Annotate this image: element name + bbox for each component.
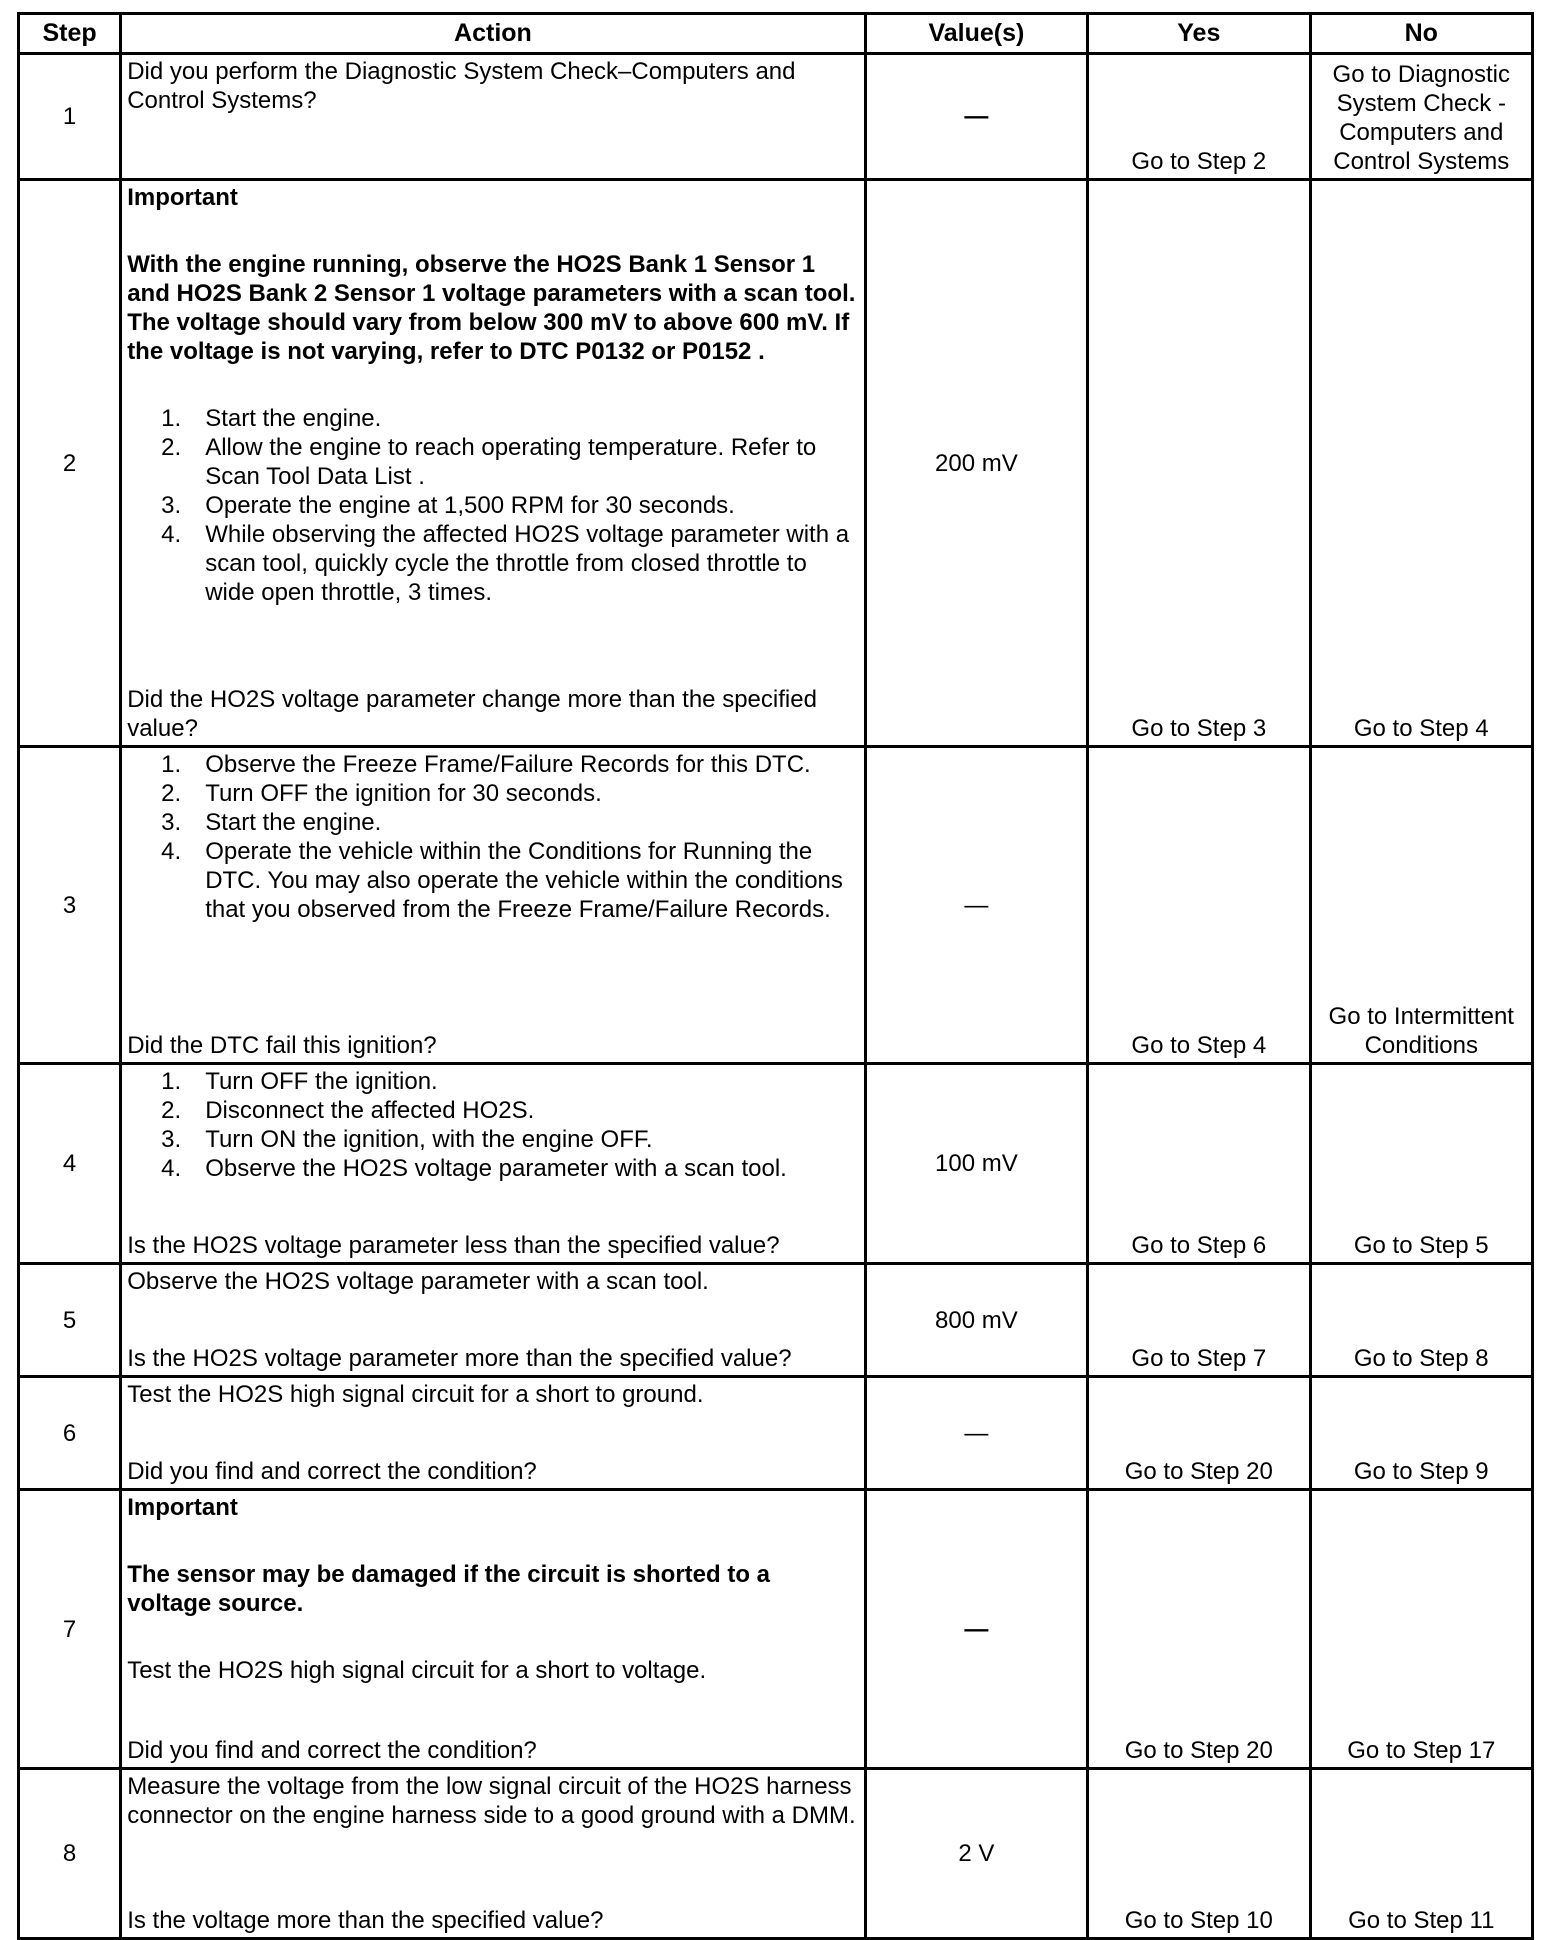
step-number: 4: [19, 1064, 121, 1264]
action-cell: [121, 747, 865, 1064]
value-cell: 800 mV: [865, 1264, 1087, 1377]
list-item: 2. Allow the engine to reach operating temperature. Refer to Scan Tool Data List .: [161, 434, 817, 490]
table-row: [19, 1264, 1533, 1377]
important-text: With the engine running, observe the HO2S Bank 1 Sensor 1 and HO2S Bank 2 Sensor 1 voltage parameters with a scan tool. The voltage should vary from below 300 mV to above 600 mV. If the voltage is not varying, refer to DTC P0132 or P0152 .: [127, 251, 856, 365]
yes-cell: Go to Step 2: [1088, 54, 1310, 180]
diagnostic-table: [17, 12, 1534, 1940]
no-cell: Go to Intermittent Conditions: [1310, 747, 1532, 1064]
table-row: [19, 1769, 1533, 1939]
no-cell: Go to Step 11: [1310, 1769, 1532, 1939]
question-text: Did the DTC fail this ignition?: [127, 1032, 437, 1059]
table-row: [19, 1064, 1533, 1264]
procedure-list: [127, 1067, 859, 1183]
list-item: 1. Start the engine.: [161, 405, 382, 432]
question-text: Did you perform the Diagnostic System Check–Computers and Control Systems?: [127, 58, 796, 114]
value-cell: —: [865, 747, 1087, 1064]
list-item: 2. Turn OFF the ignition for 30 seconds.: [161, 780, 602, 807]
action-cell: [121, 54, 865, 180]
action-cell: [121, 1490, 865, 1769]
list-item: 3. Start the engine.: [161, 809, 382, 836]
yes-cell: Go to Step 20: [1088, 1377, 1310, 1490]
header-values: Value(s): [865, 14, 1087, 54]
no-cell: Go to Step 5: [1310, 1064, 1532, 1264]
yes-cell: Go to Step 3: [1088, 180, 1310, 747]
header-row: [19, 14, 1533, 54]
table-row: [19, 747, 1533, 1064]
important-title: Important: [127, 184, 238, 211]
step-number: 3: [19, 747, 121, 1064]
list-item: 1. Turn OFF the ignition.: [161, 1068, 438, 1095]
step-number: 6: [19, 1377, 121, 1490]
list-item: 2. Disconnect the affected HO2S.: [161, 1097, 535, 1124]
instruction-text: Measure the voltage from the low signal circuit of the HO2S harness connector on the engine harness side to a good ground with a DMM.: [127, 1773, 856, 1829]
table-row: [19, 180, 1533, 747]
important-title: Important: [127, 1494, 238, 1521]
list-item: 3. Turn ON the ignition, with the engine OFF.: [161, 1126, 653, 1153]
yes-cell: Go to Step 7: [1088, 1264, 1310, 1377]
value-cell: 100 mV: [865, 1064, 1087, 1264]
no-cell: Go to Step 9: [1310, 1377, 1532, 1490]
step-number: 1: [19, 54, 121, 180]
question-text: Did the HO2S voltage parameter change more than the specified value?: [127, 686, 817, 742]
table-row: [19, 1490, 1533, 1769]
action-cell: [121, 1064, 865, 1264]
value-cell: —: [865, 54, 1087, 180]
list-item: 3. Operate the engine at 1,500 RPM for 30 seconds.: [161, 492, 735, 519]
value-cell: —: [865, 1377, 1087, 1490]
instruction-text: Test the HO2S high signal circuit for a short to ground.: [127, 1381, 704, 1408]
value-cell: 2 V: [865, 1769, 1087, 1939]
important-text: The sensor may be damaged if the circuit is shorted to a voltage source.: [127, 1561, 771, 1617]
question-text: Did you find and correct the condition?: [127, 1458, 537, 1485]
header-step: Step: [19, 14, 121, 54]
no-cell: Go to Step 17: [1310, 1490, 1532, 1769]
table-row: [19, 1377, 1533, 1490]
action-cell: [121, 1264, 865, 1377]
question-text: Did you find and correct the condition?: [127, 1737, 537, 1764]
list-item: 4. While observing the affected HO2S voltage parameter with a scan tool, quickly cycle the throttle from closed throttle to wide open throttle, 3 times.: [161, 521, 850, 606]
question-text: Is the HO2S voltage parameter more than the specified value?: [127, 1345, 792, 1372]
question-text: Is the HO2S voltage parameter less than the specified value?: [127, 1232, 780, 1259]
procedure-list: [127, 750, 859, 924]
step-number: 7: [19, 1490, 121, 1769]
action-cell: [121, 1769, 865, 1939]
value-cell: —: [865, 1490, 1087, 1769]
header-yes: Yes: [1088, 14, 1310, 54]
step-number: 2: [19, 180, 121, 747]
no-cell: Go to Diagnostic System Check - Computers and Control Systems: [1310, 54, 1532, 180]
question-text: Is the voltage more than the specified value?: [127, 1907, 604, 1934]
no-cell: Go to Step 8: [1310, 1264, 1532, 1377]
table-row: [19, 54, 1533, 180]
yes-cell: Go to Step 10: [1088, 1769, 1310, 1939]
yes-cell: Go to Step 6: [1088, 1064, 1310, 1264]
header-action: Action: [121, 14, 865, 54]
header-no: No: [1310, 14, 1532, 54]
action-cell: [121, 1377, 865, 1490]
no-cell: Go to Step 4: [1310, 180, 1532, 747]
value-cell: 200 mV: [865, 180, 1087, 747]
procedure-list: [127, 404, 859, 607]
yes-cell: Go to Step 20: [1088, 1490, 1310, 1769]
yes-cell: Go to Step 4: [1088, 747, 1310, 1064]
list-item: 1. Observe the Freeze Frame/Failure Records for this DTC.: [161, 751, 811, 778]
step-number: 8: [19, 1769, 121, 1939]
list-item: 4. Operate the vehicle within the Conditions for Running the DTC. You may also operate the vehicle within the conditions that you observed from the Freeze Frame/Failure Records.: [161, 838, 843, 923]
instruction-text: Observe the HO2S voltage parameter with a scan tool.: [127, 1268, 709, 1295]
list-item: 4. Observe the HO2S voltage parameter with a scan tool.: [161, 1155, 787, 1182]
action-cell: [121, 180, 865, 747]
step-number: 5: [19, 1264, 121, 1377]
instruction-text: Test the HO2S high signal circuit for a short to voltage.: [127, 1657, 707, 1684]
